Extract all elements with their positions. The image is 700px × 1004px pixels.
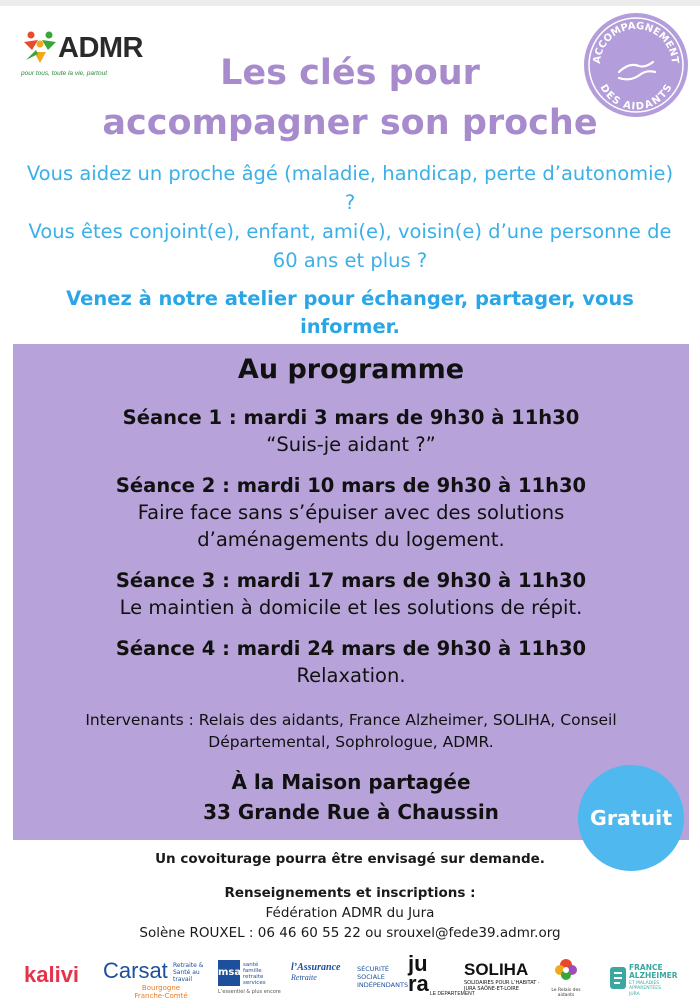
contact-org: Fédération ADMR du Jura — [265, 905, 435, 921]
session-1 — [13, 404, 689, 458]
jura-sub: LE DÉPARTEMENT — [430, 991, 475, 997]
msa-text: santé famille retraite services — [243, 962, 266, 986]
top-bar — [0, 0, 700, 6]
france-alzheimer-icon — [608, 964, 628, 992]
carsat-sub: Retraite & Santé au travail — [173, 962, 204, 983]
msa-logo — [218, 960, 281, 996]
securite-sociale-logo: SÉCURITÉ SOCIALE INDÉPENDANTS — [357, 965, 409, 989]
carsat-logo — [103, 958, 204, 1000]
page-title — [0, 48, 700, 148]
badge-bottom-text: DES AIDANTS — [597, 82, 675, 113]
title-line-2: accompagner son proche — [102, 103, 598, 143]
fa-sub: ET MALADIES APPARENTÉES — [629, 981, 661, 991]
contact-person: Solène ROUXEL : 06 46 60 55 22 ou srouxel@fede39.admr.org — [139, 925, 561, 941]
program-panel — [13, 344, 689, 840]
assurance-line-1: l’Assurance — [291, 962, 341, 973]
soliha-sub: SOLIDAIRES POUR L’HABITAT · JURA SAÔNE-ET-LOIRE — [464, 980, 540, 992]
partner-logos — [0, 952, 700, 998]
fa-title: FRANCE ALZHEIMER — [629, 963, 678, 980]
session-3-topic: Le maintien à domicile et les solutions de répit. — [119, 596, 583, 619]
speakers: Intervenants : Relais des aidants, France Alzheimer, SOLIHA, Conseil Départemental, Sophrologue, ADMR. — [85, 711, 617, 751]
session-4-topic: Relaxation. — [296, 664, 406, 687]
kalivi-logo: kalivi — [24, 962, 80, 987]
msa-bottom: L’essentiel & plus encore — [218, 989, 281, 995]
soliha-logo — [464, 960, 540, 992]
admr-tagline: pour tous, toute la vie, partout — [21, 70, 107, 77]
session-4 — [13, 635, 689, 689]
contact-heading: Renseignements et inscriptions : — [224, 885, 476, 901]
soliha-name: SOLIHA — [464, 960, 529, 979]
admr-name: ADMR — [58, 32, 143, 64]
title-line-1: Les clés pour — [220, 53, 480, 93]
assurance-retraite-logo — [291, 962, 340, 982]
flower-icon — [546, 956, 586, 984]
intro-callout: Venez à notre atelier pour échanger, partager, vous informer. — [66, 287, 634, 338]
assurance-line-2: Retraite — [291, 973, 317, 982]
program-heading: Au programme — [237, 354, 465, 385]
carsat-name: Carsat — [103, 958, 168, 983]
session-2-date: Séance 2 : mardi 10 mars de 9h30 à 11h30 — [115, 474, 587, 497]
session-1-topic: “Suis-je aidant ?” — [266, 433, 436, 456]
session-1-date: Séance 1 : mardi 3 mars de 9h30 à 11h30 — [122, 406, 580, 429]
intro-question-2: Vous êtes conjoint(e), enfant, ami(e), voisin(e) d’une personne de 60 ans et plus ? — [28, 220, 672, 272]
carpool-note: Un covoiturage pourra être envisagé sur demande. — [155, 851, 545, 867]
session-3 — [13, 567, 689, 621]
contact-info — [0, 883, 700, 943]
session-3-date: Séance 3 : mardi 17 mars de 9h30 à 11h30 — [115, 569, 587, 592]
carsat-region: Bourgogne Franche-Comté — [134, 984, 188, 1000]
intro-question-1: Vous aidez un proche âgé (maladie, handicap, perte d’autonomie) ? — [26, 162, 674, 214]
fa-bottom: JURA — [629, 992, 640, 997]
jura-logo — [408, 951, 475, 997]
location-line-2: 33 Grande Rue à Chaussin — [203, 800, 499, 824]
relais-aidants-logo — [546, 956, 586, 998]
session-4-date: Séance 4 : mardi 24 mars de 9h30 à 11h30 — [115, 637, 587, 660]
intro — [20, 159, 680, 341]
session-2-topic: Faire face sans s’épuiser avec des solutions d’aménagements du logement. — [137, 501, 565, 551]
relais-text: Le Relais des aidants — [551, 988, 581, 998]
badge-top-text: ACCOMPAGNEMENT — [591, 20, 681, 65]
msa-box: msa — [218, 960, 240, 986]
jura-name: ju ra — [408, 951, 429, 996]
location-line-1: À la Maison partagée — [231, 770, 471, 794]
free-badge: Gratuit — [578, 765, 684, 871]
session-2 — [13, 472, 689, 553]
